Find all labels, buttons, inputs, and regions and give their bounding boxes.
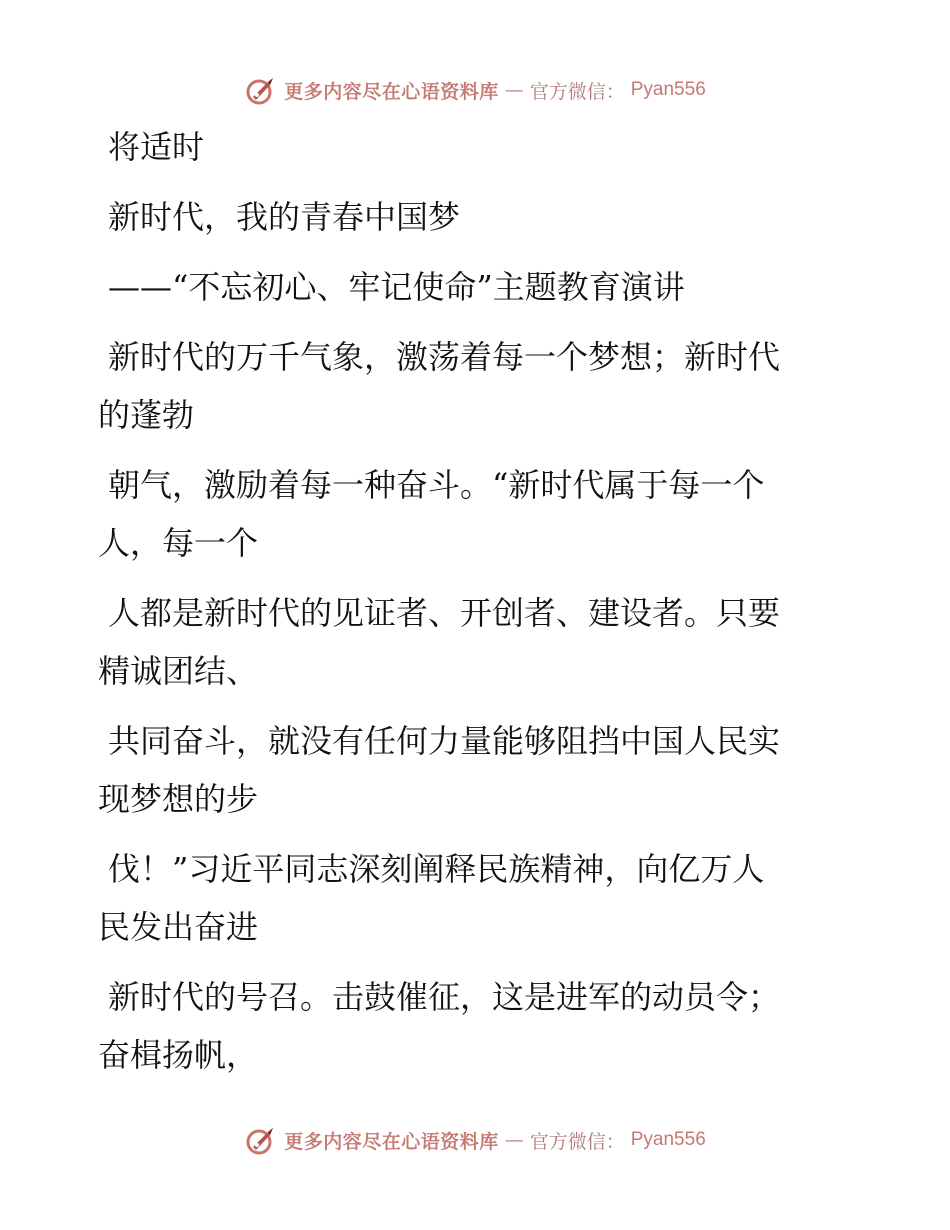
watermark-dash: — bbox=[504, 1129, 524, 1151]
watermark-brand: 更多内容尽在心语资料库 bbox=[284, 80, 499, 103]
paragraph-line: 共同奋斗，就没有任何力量能够阻挡中国人民实 bbox=[108, 722, 781, 760]
pen-nib-logo-icon bbox=[244, 73, 278, 107]
watermark-wechat-label: 官方微信： bbox=[529, 80, 625, 103]
watermark-wechat-id: Pyan556 bbox=[630, 1129, 706, 1150]
paragraph-line-wrap: 奋楫扬帆， bbox=[98, 1036, 259, 1074]
paragraph bbox=[98, 968, 838, 1084]
speech-subtitle bbox=[98, 258, 838, 316]
paragraph-line: 新时代，我的青春中国梦 bbox=[108, 198, 461, 236]
pen-nib-logo-icon bbox=[244, 1123, 278, 1157]
header-watermark bbox=[0, 70, 950, 110]
paragraph-line: 朝气，激励着每一种奋斗。“新时代属于每一个 bbox=[108, 466, 765, 504]
paragraph-line-wrap: 精诚团结、 bbox=[98, 652, 259, 690]
paragraph-line-wrap: 的蓬勃 bbox=[98, 396, 195, 434]
paragraph bbox=[98, 456, 838, 572]
paragraph bbox=[98, 712, 838, 828]
watermark-wechat-label: 官方微信： bbox=[529, 1130, 625, 1153]
watermark-brand: 更多内容尽在心语资料库 bbox=[284, 1130, 499, 1153]
document-body bbox=[98, 118, 838, 1096]
paragraph-line: 伐！”习近平同志深刻阐释民族精神，向亿万人 bbox=[108, 850, 765, 888]
paragraph-line: 新时代的号召。击鼓催征，这是进军的动员令； bbox=[108, 978, 781, 1016]
paragraph bbox=[98, 328, 838, 444]
paragraph-line: 人都是新时代的见证者、开创者、建设者。只要 bbox=[108, 594, 781, 632]
footer-watermark bbox=[0, 1120, 950, 1160]
paragraph-line-wrap: 人，每一个 bbox=[98, 524, 259, 562]
paragraph bbox=[98, 118, 838, 176]
paragraph-line: ——“不忘初心、牢记使命”主题教育演讲 bbox=[108, 268, 685, 306]
watermark-dash: — bbox=[504, 79, 524, 101]
paragraph bbox=[98, 584, 838, 700]
paragraph bbox=[98, 840, 838, 956]
speech-title bbox=[98, 188, 838, 246]
paragraph-line: 新时代的万千气象，激荡着每一个梦想；新时代 bbox=[108, 338, 781, 376]
paragraph-line: 将适时 bbox=[108, 128, 205, 166]
watermark-wechat-id: Pyan556 bbox=[630, 79, 706, 100]
paragraph-line-wrap: 现梦想的步 bbox=[98, 780, 259, 818]
paragraph-line-wrap: 民发出奋进 bbox=[98, 908, 259, 946]
